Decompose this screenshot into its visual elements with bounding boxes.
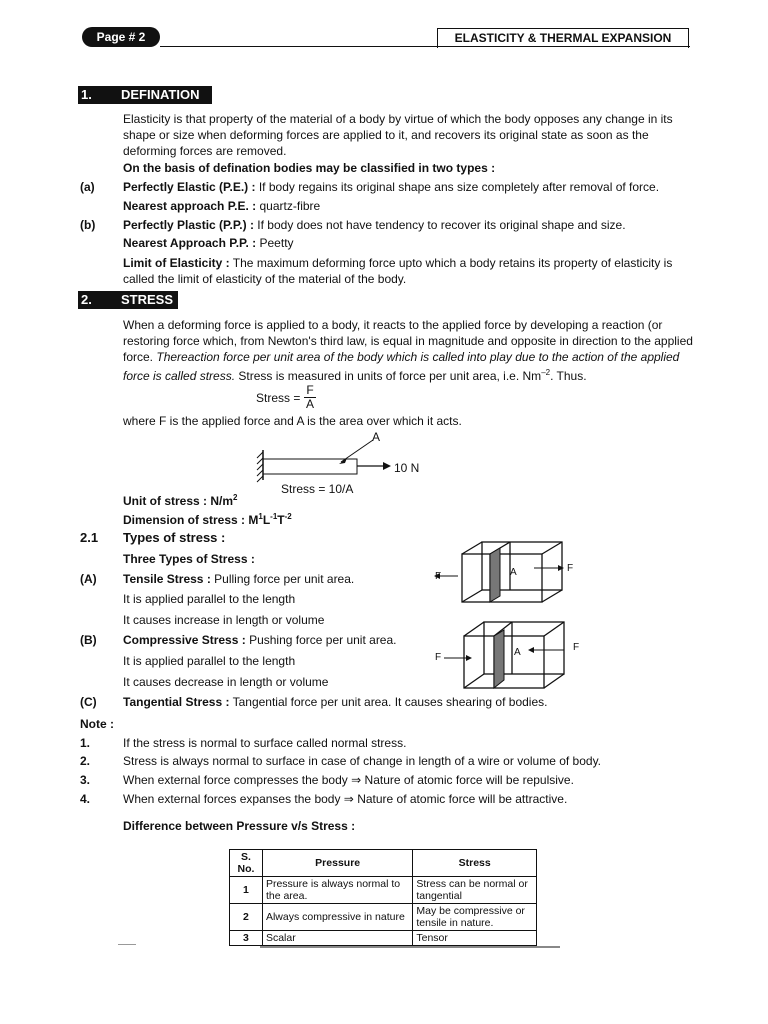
type-C-label: (C) [80,695,97,709]
note-1-text: If the stress is normal to surface called normal stress. [123,736,407,750]
difference-title: Difference between Pressure v/s Stress : [123,819,356,833]
item-b-label: (b) [80,218,96,232]
compressive-A: A [514,647,521,658]
type-C-text: Tangential Stress : Tangential force per unit area. It causes shearing of bodies. [123,695,548,709]
section-1-heading [78,86,212,104]
header-stress: Stress [413,850,537,877]
implies-arrow-icon: ⇒ [351,773,362,787]
rod-caption: Stress = 10/A [281,482,354,496]
section-1-title: DEFINATION [121,87,200,102]
subsection-2-1-number: 2.1 [80,530,99,545]
note-2-number: 2. [80,754,91,768]
section-2-title: STRESS [121,292,174,307]
limit-of-elasticity: Limit of Elasticity : The maximum deforming force upto which a body retains its property of elasticity is called the limit of elasticity of the material of the body. [123,256,673,286]
item-a-nearest: Nearest approach P.E. : quartz-fibre [123,199,321,213]
definition-paragraph: Elasticity is that property of the material of a body by virtue of which the body opposes any change in its shape or size when deforming forces are applied to it, and recovers its original state as soon as the deforming forces are removed. [123,112,673,158]
unit-of-stress: Unit of stress : $N/m^2$ [123,493,238,508]
note-title: Note : [80,717,114,731]
table-row: 3 Scalar Tensor [230,931,537,946]
scan-mark [260,946,560,948]
tensile-A: A [510,567,517,578]
type-B-line2: It is applied parallel to the length [123,654,296,668]
note-3-text: When external force compresses the body ⇒ Nature of atomic force will be repulsive. [123,773,574,787]
note-1-number: 1. [80,736,91,750]
type-A-line2: It is applied parallel to the length [123,592,296,606]
rod-area-label: A [372,430,381,444]
type-A-label: (A) [80,572,97,586]
type-B-text: Compressive Stress : Pushing force per unit area. [123,633,397,647]
type-B-line3: It causes decrease in length or volume [123,675,329,689]
stress-equation: Stress = $\frac{F}{A}$ [256,383,315,411]
chapter-title: ELASTICITY & THERMAL EXPANSION [437,28,689,48]
implies-arrow-icon: ⇒ [343,792,354,806]
page-badge: Page # 2 [82,27,160,47]
compressive-block-figure [430,618,580,692]
tensile-F-left: F [435,571,442,582]
scan-mark [118,944,136,945]
table-row: 1 Pressure is always normal to the area. Stress can be normal or tangential [230,877,537,904]
compressive-F-right: F [573,642,580,653]
table-header-row [230,850,537,877]
stress-paragraph: When a deforming force is applied to a body, it reacts to the applied force by developing a reaction (or restoring force which, from Newton's third law, is equal in magnitude and opposite in direction to the applied force. Thereaction force per unit area of the body which is called into play due to the action of the applied force is called stress. Stress is measured in units of force per unit area, i.e. $Nm^{-2}$. Thus. [123,318,693,383]
section-2-number: 2. [81,292,92,307]
pressure-stress-table [229,849,537,946]
note-4-number: 4. [80,792,91,806]
tensile-F-right: F [567,563,574,574]
type-B-label: (B) [80,633,97,647]
note-3-number: 3. [80,773,91,787]
classify-text: On the basis of defination bodies may be classified in two types : [123,161,496,175]
item-b-nearest: Nearest Approach P.P. : Peetty [123,236,294,250]
dimension-of-stress: Dimension of stress : $M^1L^{-1}T^{-2}$ [123,512,292,527]
type-A-line3: It causes increase in length or volume [123,613,325,627]
section-1-number: 1. [81,87,92,102]
table-row: 2 Always compressive in nature May be compressive or tensile in nature. [230,904,537,931]
compressive-F-left: F [435,652,442,663]
item-b-text: Perfectly Plastic (P.P.) : If body does not have tendency to recover its original shape and size. [123,218,626,232]
tensile-block-figure [430,538,580,608]
type-A-text: Tensile Stress : Pulling force per unit area. [123,572,355,586]
rod-force-label: 10 N [394,461,420,475]
note-4-text: When external forces expanses the body ⇒ Nature of atomic force will be attractive. [123,792,568,806]
eq-numerator: F [306,383,314,397]
item-a-label: (a) [80,180,95,194]
subsection-2-1-title: Types of stress : [123,530,226,545]
header-pressure: Pressure [262,850,412,877]
eq-denominator: A [306,397,315,411]
item-a-text: Perfectly Elastic (P.E.) : If body regains its original shape ans size completely after removal of force. [123,180,660,194]
note-2-text: Stress is always normal to surface in case of change in length of a wire or volume of body. [123,754,602,768]
section-2-heading [78,291,178,309]
header-sno: S. No. [230,850,263,877]
three-types-heading: Three Types of Stress : [123,552,255,566]
where-text: where F is the applied force and A is the area over which it acts. [123,414,462,428]
